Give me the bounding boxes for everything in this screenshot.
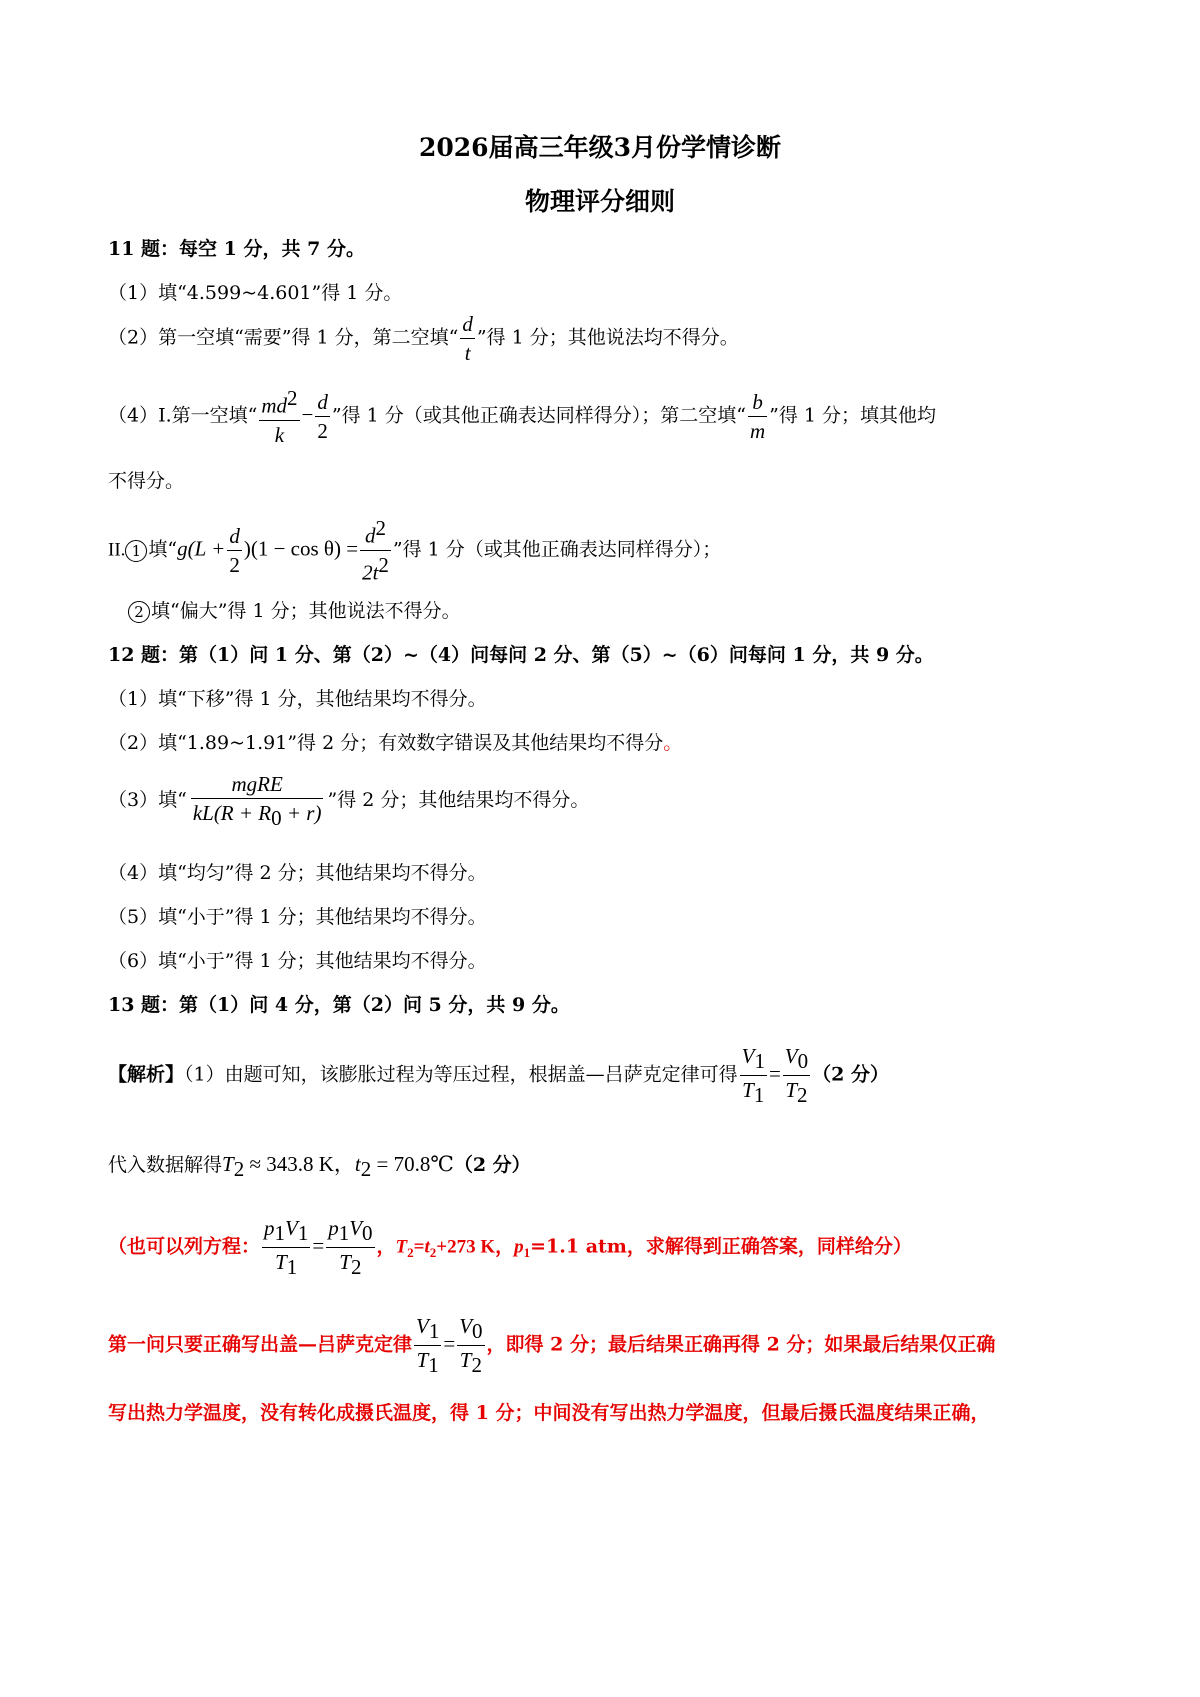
- fraction-denominator: t: [464, 341, 471, 366]
- fraction-numerator: V: [349, 1216, 363, 1240]
- document-subtitle: 物理评分细则: [524, 187, 675, 216]
- fraction-numerator: V: [741, 1044, 755, 1068]
- text-fill: 填“: [148, 538, 178, 561]
- q11-part2: [108, 312, 739, 365]
- q12-part4: （4）填“均匀”得 2 分；其他结果均不得分。: [108, 862, 487, 884]
- math-T: T: [222, 1152, 234, 1176]
- fraction-numerator: d: [364, 523, 376, 548]
- fraction-d-over-t: [460, 312, 475, 365]
- fraction-V1-over-T1: [414, 1314, 441, 1377]
- subscript: 2: [360, 1156, 372, 1181]
- q12-part5: （5）填“小于”得 1 分；其他结果均不得分。: [108, 906, 487, 928]
- q12-part2-text: （2）填“1.89~1.91”得 2 分；有效数字错误及其他结果均不得分: [108, 732, 664, 754]
- q11-part4: [108, 386, 936, 447]
- superscript: 2: [378, 553, 389, 578]
- math-p: p: [514, 1236, 524, 1258]
- equals-sign: =: [312, 1233, 325, 1258]
- fraction-numerator: p: [328, 1216, 339, 1240]
- subscript: 0: [797, 1048, 809, 1073]
- fraction-p1V0-over-T2: [326, 1216, 374, 1279]
- substitution-text: 代入数据解得: [108, 1154, 223, 1176]
- fraction-numerator: V: [416, 1314, 429, 1338]
- fraction-numerator: p: [264, 1216, 275, 1240]
- fraction-numerator: V: [784, 1044, 798, 1068]
- fraction-numerator: d: [227, 524, 242, 551]
- fraction-b-over-m: [748, 390, 767, 443]
- subscript: 1: [754, 1048, 765, 1073]
- q12-heading: 12 题：第（1）问 1 分、第（2）~（4）问每问 2 分、第（5）~（6）问每问 1 分，共 9 分。: [108, 644, 934, 666]
- q11-part4-text-b: ”得 1 分（或其他正确表达同样得分）；第二空填“: [331, 404, 746, 427]
- q11-partII-1: [108, 516, 721, 585]
- subscript: 1: [523, 1245, 531, 1261]
- fraction-d-over-2: [227, 524, 242, 577]
- q12-part2: [108, 728, 682, 755]
- fraction-denominator: T: [459, 1347, 472, 1372]
- subscript: 2: [407, 1245, 414, 1261]
- fraction-numerator: mgRE: [191, 772, 324, 799]
- fraction-mgRE: [191, 772, 324, 830]
- subscript: 1: [428, 1318, 440, 1343]
- q12-part3-text-b: ”得 2 分；其他结果均不得分。: [327, 789, 590, 812]
- fraction-denominator: kL(R + R: [192, 801, 272, 826]
- subscript: 1: [274, 1220, 286, 1245]
- fraction-V0-over-T2: [457, 1314, 484, 1377]
- fraction-denominator: T: [416, 1347, 429, 1372]
- roman-numeral-II: II.: [108, 539, 126, 561]
- fraction-p1V1-over-T1: [262, 1216, 310, 1279]
- subscript: 2: [797, 1082, 808, 1107]
- subscript: 1: [297, 1220, 309, 1245]
- math-g: g: [177, 536, 188, 561]
- q13-rule-line2: 写出热力学温度，没有转化成摄氏温度，得 1 分；中间没有写出热力学温度，但最后摄氏温度结果正确，: [108, 1402, 990, 1424]
- q11-part1: （1）填“4.599~4.601”得 1 分。: [108, 282, 403, 304]
- fraction-denominator: 2t: [362, 560, 379, 585]
- fraction-denominator-tail: + r): [281, 801, 322, 826]
- q13-alternative: [108, 1216, 912, 1279]
- fraction-denominator: T: [742, 1077, 754, 1102]
- fraction-d2-over-2t2: [360, 516, 391, 585]
- alt-text-c: =1.1 atm，求解得到正确答案，同样给分）: [530, 1235, 912, 1258]
- subscript: 0: [271, 805, 282, 830]
- text-score: 填“偏大”得 1 分；其他说法不得分。: [151, 600, 461, 622]
- q13-heading: 13 题：第（1）问 4 分，第（2）问 5 分，共 9 分。: [108, 994, 570, 1016]
- score-2: （2 分）: [453, 1154, 531, 1176]
- subscript: 2: [350, 1254, 362, 1279]
- fraction-V1-over-T1: [740, 1044, 767, 1107]
- math-t: t: [424, 1236, 430, 1258]
- subscript: 1: [753, 1082, 765, 1107]
- rule-text-a: 第一问只要正确写出盖—吕萨克定律: [108, 1333, 413, 1356]
- fraction-numerator: b: [748, 390, 767, 417]
- red-period: 。: [663, 732, 683, 754]
- fraction-denominator: 2: [229, 553, 240, 578]
- subscript: 1: [428, 1352, 439, 1377]
- q12-part6: （6）填“小于”得 1 分；其他结果均不得分。: [108, 950, 487, 972]
- score-2: （2 分）: [812, 1063, 889, 1086]
- alt-text-a: （也可以列方程：: [108, 1235, 261, 1258]
- fraction-denominator: T: [339, 1249, 351, 1274]
- alt-text-b: +273 K，: [436, 1236, 515, 1258]
- math-L-expr: (L +: [187, 536, 226, 561]
- subscript: 1: [286, 1254, 298, 1279]
- fraction-numerator: V: [459, 1314, 473, 1338]
- fraction-md2-over-k: [259, 386, 299, 447]
- analysis-text: （1）由题可知，该膨胀过程为等压过程，根据盖—吕萨克定律可得: [184, 1063, 738, 1086]
- q11-part4-text-c: ”得 1 分；填其他均: [769, 404, 937, 427]
- alt-comma: ，: [376, 1235, 396, 1258]
- minus-sign: −: [301, 402, 314, 427]
- rule-text-b: ，即得 2 分；最后结果正确再得 2 分；如果最后结果仅正确: [486, 1333, 996, 1356]
- q13-rule-line1: [108, 1314, 995, 1377]
- text-score: ”得 1 分（或其他正确表达同样得分）；: [392, 538, 722, 561]
- equals-sign: =: [443, 1331, 456, 1356]
- circled-number-1: 1: [125, 540, 147, 562]
- q13-substitution: [108, 1148, 531, 1182]
- fraction-d-over-2: [315, 390, 330, 443]
- q11-part4-text-a: （4）I.第一空填“: [108, 404, 258, 427]
- fraction-numerator: d: [460, 312, 475, 339]
- analysis-label: 【解析】: [108, 1063, 185, 1086]
- math-cos-expr: )(1 − cos θ) =: [243, 536, 359, 561]
- fraction-denominator: T: [785, 1077, 798, 1102]
- fraction-numerator: md: [261, 393, 288, 418]
- fraction-denominator: k: [274, 423, 285, 448]
- subscript: 2: [429, 1245, 437, 1261]
- subscript: 2: [233, 1156, 245, 1181]
- math-t-value: = 70.8℃: [371, 1152, 454, 1176]
- fraction-V0-over-T2: [783, 1044, 810, 1107]
- q12-part1: （1）填“下移”得 1 分，其他结果均不得分。: [108, 688, 487, 710]
- fraction-denominator: m: [749, 419, 766, 444]
- document-title: 2026届高三年级3月份学情诊断: [419, 133, 781, 162]
- q11-heading: 11 题：每空 1 分，共 7 分。: [108, 238, 365, 260]
- subscript: 0: [362, 1220, 373, 1245]
- fraction-numerator: d: [315, 390, 330, 417]
- q12-part3: [108, 772, 589, 830]
- math-T: T: [395, 1236, 408, 1258]
- subscript: 2: [471, 1352, 482, 1377]
- fraction-denominator: 2: [317, 419, 328, 444]
- equals-sign: =: [768, 1061, 781, 1086]
- superscript: 2: [287, 386, 298, 410]
- equals-sign: =: [413, 1236, 425, 1258]
- q12-part3-text-a: （3）填“: [108, 789, 187, 812]
- superscript: 2: [375, 516, 386, 540]
- circled-number-2: 2: [128, 601, 150, 623]
- q13-analysis: [108, 1044, 889, 1107]
- q11-partII-2: [128, 596, 461, 623]
- subscript: 1: [338, 1220, 350, 1245]
- q11-part2-text-b: ”得 1 分；其他说法均不得分。: [476, 326, 739, 349]
- q11-part4-continued: 不得分。: [108, 470, 185, 492]
- math-T-value: ≈ 343.8 K，: [244, 1152, 355, 1176]
- math-t: t: [354, 1152, 361, 1176]
- q11-part2-text-a: （2）第一空填“需要”得 1 分，第二空填“: [108, 326, 459, 349]
- subscript: 0: [472, 1318, 483, 1343]
- fraction-numerator: V: [285, 1216, 298, 1240]
- fraction-denominator: T: [275, 1249, 287, 1274]
